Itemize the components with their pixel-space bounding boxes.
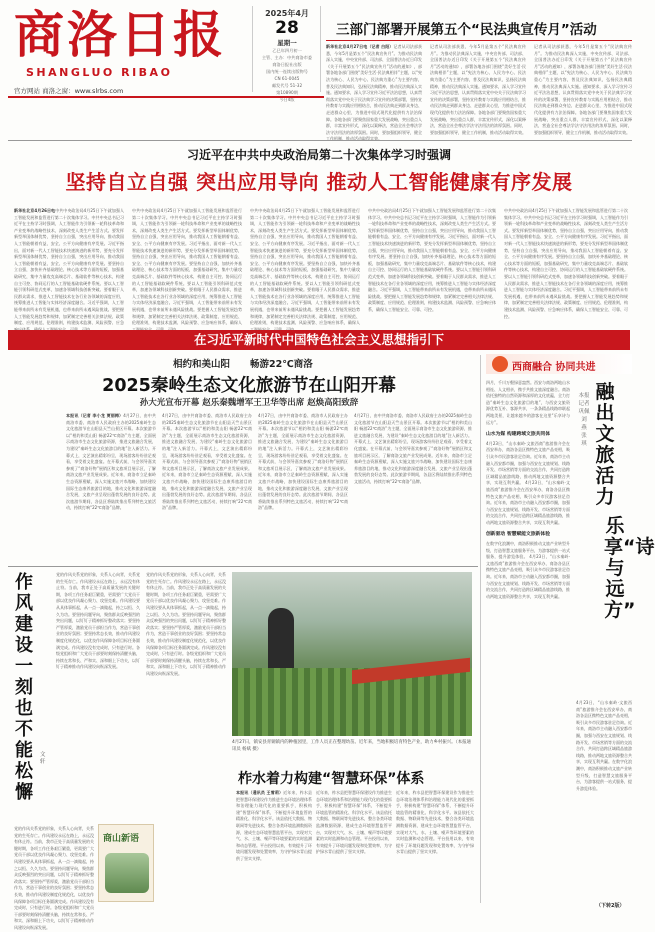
- date-year-month: 2025年4月: [265, 9, 309, 18]
- top-story-dateline: 新华社北京4月27日电（记者 白阳）: [326, 44, 394, 49]
- right-byline: 本报记者 巩佩 刘 燕 张 琪: [578, 393, 590, 447]
- section-logo-icon: [492, 356, 508, 372]
- column-text: 党的作风关系党的形象，关系人心向背，关系党的生死存亡。作风建设永远在路上，永远没有休止符。当前，我市正处于高质量发展的关键时期，各项工作任务艰巨繁重，更需要广大党员干部以优良作风凝心聚力、攻坚克难。作风建设要从具体事抓起，从一点一滴做起，持之以恒、久久为功。要坚持问题导向，聚焦群众反映强烈的突出问题，以钉钉子精神抓好整改落实；要坚持严管厚爱，激励党员干部担当作为，营造干事创业的良好氛围；要坚持常态长效，推动作风建设制度化规范化，以优良作风保障各项目标任务圆满完成。作风建设没有完成时，只有进行时。各级党组织和广大党员干部要时刻保持清醒头脑，持续在常和长、严和实、深和细上下功夫，以钉钉子精神推动作风建设向纵深发展。: [56, 572, 140, 670]
- right-sub1: 山水为媒 构建跨域文旅共同体: [486, 432, 551, 438]
- top-story-text-cont: 记者从司法部获悉，今年5月是第五个“民法典宣传月”。为推动民法典深入实施，中央宣传部、司法部、全国普法办近日印发《关于开展第五个“民法典宣传月”活动的通知》，部署各地各部门围绕“美好生活·民法典相伴”主题，以“宪法为核心、人民为中心、民法典为重心”为主要内容，普及民法典知识，弘扬民法典精神，推动民法典深入实施。通知要求，深入学习宣传习近平法治思想，认真贯彻落实党中央关于民法典学习宣传的决策部署，坚持宣传教育与实践应用相结合，推动民法典走到群众身边、走进群众心里，为推进中国式现代化提供有力法治保障。各地各部门要聚焦国家重大发展战略，突出重点人群，丰富宣传形式，深化以案释法，营造全社会尊法学法守法用法的浓厚氛围。同时，要加强组织领导，健全工作机制，推动活动取得实效。: [430, 44, 526, 135]
- date-box: [257, 8, 317, 103]
- date-pages: 今日4版: [279, 97, 295, 102]
- lead-col-3: [250, 208, 360, 324]
- eco-title[interactable]: 柞水着力构建“智慧环保”体系: [238, 771, 425, 787]
- right-text: 四月，千川万壑绿意盎然。西安与商洛两地山水相连、人文相亲，携手共推文旅深度融合。商洛依托独特的自然资源和深厚的文化底蕴，全力打造“秦岭生态文化旅游目的地”，与西安文旅资源优势互补、客源共享，一条条精品线路串联起两地美景，让越来越多的游客在这里“乐享诗与远方”。: [486, 380, 570, 425]
- column-col-3: [14, 826, 94, 930]
- date-line4: CN 61-0045: [274, 76, 300, 81]
- right-text-cont: 4月23日，“山水秦岭·文旅西商”旅游推介会在西安举办，商洛各县区携特色文旅产品亮相，吸引众多市民游客驻足咨询。近年来，商洛市主动融入西安都市圈，加强与西安在文旅规划、线路开发、市场营销等方面的交流合作，共同打造跨区域精品旅游线路，推动两地文旅资源整合共享，实现互利共赢。: [576, 700, 632, 765]
- continue-note: （下转2版）: [596, 903, 625, 909]
- lead-col-4: [368, 208, 496, 324]
- festival-sub-left: 相约和美山阳: [172, 359, 230, 370]
- top-story-col-2: [430, 44, 526, 136]
- date-line2: 商洛日报社出版: [272, 62, 302, 67]
- festival-col-1: [66, 413, 156, 561]
- lead-text: 中共中央政治局4月25日下午就加强人工智能发展和监管进行第二十次集体学习。中共中央总书记习近平在主持学习时强调，人工智能作为引领新一轮科技革命和产业变革的战略性技术，深刻改变人类生产生活方式。要发挥新型举国体制优势，坚持自立自强，突出应用导向，推动我国人工智能朝着有益、安全、公平方向健康有序发展。习近平指出，面对新一代人工智能技术快速演进的新形势，要充分发挥新型举国体制优势，坚持自立自强，突出应用导向，推动我国人工智能朝着有益、安全、公平方向健康有序发展。要坚持自立自强，加快补齐基础理论、核心技术等方面的短板，加强基础研究，集中力量攻克高端芯片、基础软件等核心技术，构建自主可控、协同运行的人工智能基础软硬件系统。要以人工智能引领科研范式变革，加速各领域科技创新突破。要着眼于人民群众需求，推进人工智能技术在各行业各领域的深度应用，统筹推进人工智能与实体经济深度融合。习近平强调，人工智能带来前所未有发展机遇，也带来前所未遇风险挑战。要把握人工智能发展趋势和规律，加紧制定完善相关法律法规、政策制度、应用规范、伦理准则，构建技术监测、风险预警、应急: [14, 208, 124, 326]
- right-vertical-title-2[interactable]: 乐享“诗与远方”: [604, 515, 655, 621]
- masthead-pinyin: SHANGLUO RIBAO: [26, 66, 173, 79]
- festival-text-cont: 4月27日，由中共商洛市委、商洛市人民政府主办的2025秦岭生态文化旅游节在山阳县天竺山景区开幕。本次旅游节以“相约和美山阳 畅游22℃商洛”为主题，全面展示商洛市生态文化旅游资源，推进文旅融合发展，为建设“秦岭生态文化旅游目的地”注入新活力。开幕式上，文艺演出精彩纷呈，现场游客纷纷驻足观看，享受着文化盛宴。在开幕式前，与会领导嘉宾参观了“商洛好物”展销区和文旅项目展示区，了解商洛文旅产业发展成果。近年来，商洛市立足秦岭生态资源禀赋，深入实施文旅兴市战略，加快建设国际生态康养旅游目的地，推动文化和旅游深度融合发展，文旅产业呈现出蓬勃发展的良好态势。此次旅游节期间，各县区将陆续推出系列特色文旅活动，持续打响“22℃商洛”品牌。: [258, 413, 348, 511]
- lead-col-1: [14, 208, 124, 324]
- right-text2-cont: 4月23日，“山水秦岭·文旅西商”旅游推介会在西安举办，商洛各县区携特色文旅产品亮相，吸引众多市民游客驻足咨询。近年来，商洛市主动融入西安都市圈，加强与西安在文旅规划、线路开发、市场营销等方面的交流合作，共同打造跨区域精品旅游线路，推动两地文旅资源整合共享，实现互利共赢。: [486, 554, 570, 599]
- column-col-1: [56, 572, 140, 822]
- right-vertical-title-1[interactable]: 融出文旅活力: [595, 381, 615, 508]
- eco-text-cont: 近年来，柞水县把智慧环保建设作为推进生态环境治理体系和治理能力现代化的重要抓手，积极构建“智慧环保”体系，不断提升环境监管的精准化、科学化水平。该县依托大数据、物联网等先进技术，整合各类环境监测数据资源，建成生态环境智慧监管平台，实现对大气、水、土壤、噪声等环境要素的实时监测和动态管理。平台投用以来，有效提升了环境问题发现和处置效率，为守护绿水青山提供了坚实支撑。: [316, 790, 392, 855]
- festival-byline: 本报讯（记者 李小龙 贾丽梅）: [66, 413, 124, 418]
- top-story-title[interactable]: 三部门部署开展第五个“民法典宣传月”活动: [336, 22, 597, 38]
- lead-text-cont: 中共中央政治局4月25日下午就加强人工智能发展和监管进行第二十次集体学习。中共中央总书记习近平在主持学习时强调，人工智能作为引领新一轮科技革命和产业变革的战略性技术，深刻改变人类生产生活方式。要发挥新型举国体制优势，坚持自立自强，突出应用导向，推动我国人工智能朝着有益、安全、公平方向健康有序发展。习近平指出，面对新一代人工智能技术快速演进的新形势，要充分发挥新型举国体制优势，坚持自立自强，突出应用导向，推动我国人工智能朝着有益、安全、公平方向健康有序发展。要坚持自立自强，加快补齐基础理论、核心技术等方面的短板，加强基础研究，集中力量攻克高端芯片、基础软件等核心技术，构建自主可控、协同运行的人工智能基础软硬件系统。要以人工智能引领科研范式变革，加速各领域科技创新突破。要着眼于人民群众需求，推进人工智能技术在各行业各领域的深度应用，统筹推进人工智能与实体经济深度融合。习近平强调，人工智能带来前所未有发展机遇，也带来前所未遇风险挑战。要把握人工智能发展趋势和规律，加紧制定完善相关法律法规、政策制度、应用规范、伦理准则，构建技术监测、风险预警、应急响应体系，确保人: [132, 208, 242, 326]
- festival-text: 4月27日，由中共商洛市委、商洛市人民政府主办的2025秦岭生态文化旅游节在山阳县天竺山景区开幕。本次旅游节以“相约和美山阳 畅游22℃商洛”为主题，全面展示商洛市生态文化旅游资源，推进文旅融合发展，为建设“秦岭生态文化旅游目的地”注入新活力。开幕式上，文艺演出精彩纷呈，现场游客纷纷驻足观看，享受着文化盛宴。在开幕式前，与会领导嘉宾参观了“商洛好物”展销区和文旅项目展示区，了解商洛文旅产业发展成果。近年来，商洛市立足秦岭生态资源禀赋，深入实施文旅兴市战略，加快建设国际生态康养旅游目的地，推动文化和旅游深度融合发展，文旅产业呈现出蓬勃发展的良好态势。此次旅游节期间，各县区将陆续推出系列特色文旅活动，持续打响“22℃商洛”品牌。: [66, 413, 156, 511]
- lead-title[interactable]: 坚持自立自强 突出应用导向 推动人工智能健康有序发展: [65, 170, 573, 194]
- date-line3: 国内统一连续出版物号: [266, 69, 308, 74]
- section-logo-text: 西商融合 协同共进: [512, 362, 596, 373]
- eco-text-cont: 近年来，柞水县把智慧环保建设作为推进生态环境治理体系和治理能力现代化的重要抓手，积极构建“智慧环保”体系，不断提升环境监管的精准化、科学化水平。该县依托大数据、物联网等先进技术，整合各类环境监测数据资源，建成生态环境智慧监管平台，实现对大气、水、土壤、噪声等环境要素的实时监测和动态管理。平台投用以来，有效提升了环境问题发现和处置效率，为守护绿水青山提供了坚实支撑。: [396, 790, 474, 855]
- banner-text: 在习近平新时代中国特色社会主义思想指引下: [193, 332, 444, 347]
- eco-col-2: [316, 790, 392, 902]
- festival-text-cont: 4月27日，由中共商洛市委、商洛市人民政府主办的2025秦岭生态文化旅游节在山阳县天竺山景区开幕。本次旅游节以“相约和美山阳 畅游22℃商洛”为主题，全面展示商洛市生态文化旅游资源，推进文旅融合发展，为建设“秦岭生态文化旅游目的地”注入新活力。开幕式上，文艺演出精彩纷呈，现场游客纷纷驻足观看，享受着文化盛宴。在开幕式前，与会领导嘉宾参观了“商洛好物”展销区和文旅项目展示区，了解商洛文旅产业发展成果。近年来，商洛市立足秦岭生态资源禀赋，深入实施文旅兴市战略，加快建设国际生态康养旅游目的地，推动文化和旅游深度融合发展，文旅产业呈现出蓬勃发展的良好态势。此次旅游节期间，各县区将陆续推出系列特色文旅活动，持续打响“22℃商洛”品牌。: [162, 413, 252, 511]
- top-story-col-3: [534, 44, 632, 136]
- right-col-2: [576, 700, 632, 900]
- festival-col-2: [162, 413, 252, 561]
- news-photo: [232, 572, 472, 736]
- divider: [320, 6, 321, 92]
- divider: [252, 6, 253, 92]
- festival-text-cont: 4月27日，由中共商洛市委、商洛市人民政府主办的2025秦岭生态文化旅游节在山阳县天竺山景区开幕。本次旅游节以“相约和美山阳 畅游22℃商洛”为主题，全面展示商洛市生态文化旅游资源，推进文旅融合发展，为建设“秦岭生态文化旅游目的地”注入新活力。开幕式上，文艺演出精彩纷呈，现场游客纷纷驻足观看，享受着文化盛宴。在开幕式前，与会领导嘉宾参观了“商洛好物”展销区和文旅项目展示区，了解商洛文旅产业发展成果。近年来，商洛市立足秦岭生态资源禀赋，深入实施文旅兴市战略，加快建设国际生态康养旅游目的地，推动文化和旅游深度融合发展，文旅产业呈现出蓬勃发展的良好态势。此次旅游节期间，各县区将陆续推出系列特色文旅活动，持续打响“22℃商洛”品牌。: [354, 413, 472, 484]
- festival-sub-right: 畅游22℃商洛: [250, 359, 313, 370]
- masthead-title: 商洛日报: [14, 5, 226, 64]
- lead-kicker: 习近平在中共中央政治局第二十次集体学习时强调: [186, 148, 451, 162]
- column-text-cont: 党的作风关系党的形象，关系人心向背，关系党的生死存亡。作风建设永远在路上，永远没有休止符。当前，我市正处于高质量发展的关键时期，各项工作任务艰巨繁重，更需要广大党员干部以优良作风凝心聚力、攻坚克难。作风建设要从具体事抓起，从一点一滴做起，持之以恒、久久为功。要坚持问题导向，聚焦群众反映强烈的突出问题，以钉钉子精神抓好整改落实；要坚持严管厚爱，激励党员干部担当作为，营造干事创业的良好氛围；要坚持常态长效，推动作风建设制度化规范化，以优良作风保障各项目标任务圆满完成。作风建设没有完成时，只有进行时。各级党组织和广大党员干部要时刻保持清醒头脑，持续在常和长、严和实、深和细上下功夫，以钉钉子精神推动作风建设向纵深发展。: [146, 572, 226, 676]
- bottom-logo-box: [98, 824, 154, 902]
- bottom-logo-text: 商山新语: [103, 834, 140, 844]
- official-site-label[interactable]: 官方网站 商洛之窗：www.slrbs.com: [14, 87, 124, 95]
- festival-col-4: [354, 413, 472, 561]
- eco-byline: 本报讯（通讯员 王雪莉）: [236, 790, 284, 795]
- top-story-text-cont: 记者从司法部获悉，今年5月是第五个“民法典宣传月”。为推动民法典深入实施，中央宣传部、司法部、全国普法办近日印发《关于开展第五个“民法典宣传月”活动的通知》，部署各地各部门围绕“美好生活·民法典相伴”主题，以“宪法为核心、人民为中心、民法典为重心”为主要内容，普及民法典知识，弘扬民法典精神，推动民法典深入实施。通知要求，深入学习宣传习近平法治思想，认真贯彻落实党中央关于民法典学习宣传的决策部署，坚持宣传教育与实践应用相结合，推动民法典走到群众身边、走进群众心里，为推进中国式现代化提供有力法治保障。各地各部门要聚焦国家重大发展战略，突出重点人群，丰富宣传形式，深化以案释法，营造全社会尊法学法守法用法的浓厚氛围。同时，要加强组织领导，健全工作机制，推动活动取得实效。: [534, 44, 632, 135]
- column-text-cont: 党的作风关系党的形象，关系人心向背，关系党的生死存亡。作风建设永远在路上，永远没有休止符。当前，我市正处于高质量发展的关键时期，各项工作任务艰巨繁重，更需要广大党员干部以优良作风凝心聚力、攻坚克难。作风建设要从具体事抓起，从一点一滴做起，持之以恒、久久为功。要坚持问题导向，聚焦群众反映强烈的突出问题，以钉钉子精神抓好整改落实；要坚持严管厚爱，激励党员干部担当作为，营造干事创业的良好氛围；要坚持常态长效，推动作风建设制度化规范化，以优良作风保障各项目标任务圆满完成。作风建设没有完成时，只有进行时。各级党组织和广大党员干部要时刻保持清醒头脑，持续在常和长、严和实、深和细上下功夫，以钉钉子精神推动作风建设向纵深发展。: [14, 826, 94, 930]
- lead-col-2: [132, 208, 242, 324]
- photo-caption: 4月27日，镇安县青铜镇内的种植园里，工作人员正在整理幼苗。近年来，当地积极培育特色产业，助力乡村振兴。（本报通讯员 杨斌 摄）: [232, 740, 471, 752]
- eco-col-1: [236, 790, 312, 902]
- right-text2-cont: 4月23日，“山水秦岭·文旅西商”旅游推介会在西安举办，商洛各县区携特色文旅产品亮相，吸引众多市民游客驻足咨询。近年来，商洛市主动融入西安都市圈，加强与西安在文旅规划、线路开发、市场营销等方面的交流合作，共同打造跨区域精品旅游线路，推动两地文旅资源整合共享，实现互利共赢。: [486, 480, 570, 525]
- lead-col-5: [504, 208, 628, 324]
- lead-text-cont: 中共中央政治局4月25日下午就加强人工智能发展和监管进行第二十次集体学习。中共中央总书记习近平在主持学习时强调，人工智能作为引领新一轮科技革命和产业变革的战略性技术，深刻改变人类生产生活方式。要发挥新型举国体制优势，坚持自立自强，突出应用导向，推动我国人工智能朝着有益、安全、公平方向健康有序发展。习近平指出，面对新一代人工智能技术快速演进的新形势，要充分发挥新型举国体制优势，坚持自立自强，突出应用导向，推动我国人工智能朝着有益、安全、公平方向健康有序发展。要坚持自立自强，加快补齐基础理论、核心技术等方面的短板，加强基础研究，集中力量攻克高端芯片、基础软件等核心技术，构建自主可控、协同运行的人工智能基础软硬件系统。要以人工智能引领科研范式变革，加速各领域科技创新突破。要着眼于人民群众需求，推进人工智能技术在各行业各领域的深度应用，统筹推进人工智能与实体经济深度融合。习近平强调，人工智能带来前所未有发展机遇，也带来前所未遇风险挑战。要把握人工智能发展趋势和规律，加紧制定完善相关法律法规、政策制度、应用规范、伦理准则，构建技术监测、风险预警、应急响应体系，确保人工智能安全、可靠、可控。: [368, 208, 496, 312]
- column-col-2: [146, 572, 226, 822]
- column-author: 文轩: [40, 752, 46, 765]
- top-story-text: 记者从司法部获悉，今年5月是第五个“民法典宣传月”。为推动民法典深入实施，中央宣传部、司法部、全国普法办近日印发《关于开展第五个“民法典宣传月”活动的通知》，部署各地各部门围绕“美好生活·民法典相伴”主题，以“宪法为核心、人民为中心、民法典为重心”为主要内容，普及民法典知识，弘扬民法典精神，推动民法典深入实施。通知要求，深入学习宣传习近平法治思想，认真贯彻落实党中央关于民法典学习宣传的决策部署，坚持宣传教育与实践应用相结合，推动民法典走到群众身边、走进群众心里，为推进中国式现代化提供有力法治保障。各地各部门要聚焦国家重大发展战略，突出重点人群，丰富宣传形式，深化以案释法，营造全社会尊法学法守法用法的浓厚氛围。同时，要加强组织领导，健全工作机制，推动活动取得实效。: [326, 44, 422, 142]
- mountain-icon: [105, 853, 149, 893]
- date-weekday: 星期一: [277, 39, 297, 47]
- festival-col-3: [258, 413, 348, 561]
- right-section-header: [486, 354, 632, 374]
- divider: [326, 40, 632, 41]
- right-sub2: 创新驱动 智慧赋能文旅新体验: [486, 532, 551, 538]
- festival-title[interactable]: 2025秦岭生态文化旅游节在山阳开幕: [102, 376, 396, 396]
- eco-col-3: [396, 790, 474, 902]
- lead-text-cont: 中共中央政治局4月25日下午就加强人工智能发展和监管进行第二十次集体学习。中共中央总书记习近平在主持学习时强调，人工智能作为引领新一轮科技革命和产业变革的战略性技术，深刻改变人类生产生活方式。要发挥新型举国体制优势，坚持自立自强，突出应用导向，推动我国人工智能朝着有益、安全、公平方向健康有序发展。习近平指出，面对新一代人工智能技术快速演进的新形势，要充分发挥新型举国体制优势，坚持自立自强，突出应用导向，推动我国人工智能朝着有益、安全、公平方向健康有序发展。要坚持自立自强，加快补齐基础理论、核心技术等方面的短板，加强基础研究，集中力量攻克高端芯片、基础软件等核心技术，构建自主可控、协同运行的人工智能基础软硬件系统。要以人工智能引领科研范式变革，加速各领域科技创新突破。要着眼于人民群众需求，推进人工智能技术在各行业各领域的深度应用，统筹推进人工智能与实体经济深度融合。习近平强调，人工智能带来前所未有发展机遇，也带来前所未遇风险挑战。要把握人工智能发展趋势和规律，加紧制定完善相关法律法规、政策制度、应用规范、伦理准则，构建技术监测、风险预警、应急响应体系，确保人工智能安全、可靠、可控。: [504, 208, 628, 319]
- eco-text: 近年来，柞水县把智慧环保建设作为推进生态环境治理体系和治理能力现代化的重要抓手，积极构建“智慧环保”体系，不断提升环境监管的精准化、科学化水平。该县依托大数据、物联网等先进技术，整合各类环境监测数据资源，建成生态环境智慧监管平台，实现对大气、水、土壤、噪声等环境要素的实时监测和动态管理。平台投用以来，有效提升了环境问题发现和处置效率，为守护绿水青山提供了坚实支撑。: [236, 790, 312, 861]
- column-title[interactable]: 作风建设一刻也不能松懈: [15, 572, 33, 803]
- right-text-cont: 在数字化浪潮中，商洛积极推动文旅产业转型升级，打造智慧文旅服务平台，为游客提供一站式服务，提升游览体验。: [576, 759, 632, 791]
- date-day: 28: [275, 18, 299, 38]
- right-text2: 4月23日，“山水秦岭·文旅西商”旅游推介会在西安举办，商洛各县区携特色文旅产品亮相，吸引众多市民游客驻足咨询。近年来，商洛市主动融入西安都市圈，加强与西安在文旅规划、线路开发、市场营销等方面的交流合作，共同打造跨区域精品旅游线路，推动两地文旅资源整合共享，实现互利共赢。: [486, 440, 570, 486]
- divider: [480, 355, 481, 903]
- divider: [8, 140, 632, 141]
- date-issue: 第10890期: [276, 90, 298, 95]
- banner-bar: [8, 330, 630, 350]
- festival-sub2: 孙大光宣布开幕 赵乐秦魏增军王卫华等出席 赵焕高阳致辞: [139, 398, 359, 408]
- right-col-1: [486, 380, 570, 900]
- masthead-rule: [8, 96, 324, 98]
- lead-dateline: 新华社北京4月26日电: [14, 208, 56, 213]
- date-lunar: 乙巳年四月初一: [272, 48, 302, 53]
- date-line1: 主管、主办：中共商洛市委: [261, 55, 313, 60]
- divider: [8, 566, 478, 567]
- right-text3: 在数字化浪潮中，商洛积极推动文旅产业转型升级，打造智慧文旅服务平台，为游客提供一站式服务，提升游览体验。: [486, 541, 570, 560]
- lead-text-cont: 中共中央政治局4月25日下午就加强人工智能发展和监管进行第二十次集体学习。中共中央总书记习近平在主持学习时强调，人工智能作为引领新一轮科技革命和产业变革的战略性技术，深刻改变人类生产生活方式。要发挥新型举国体制优势，坚持自立自强，突出应用导向，推动我国人工智能朝着有益、安全、公平方向健康有序发展。习近平指出，面对新一代人工智能技术快速演进的新形势，要充分发挥新型举国体制优势，坚持自立自强，突出应用导向，推动我国人工智能朝着有益、安全、公平方向健康有序发展。要坚持自立自强，加快补齐基础理论、核心技术等方面的短板，加强基础研究，集中力量攻克高端芯片、基础软件等核心技术，构建自主可控、协同运行的人工智能基础软硬件系统。要以人工智能引领科研范式变革，加速各领域科技创新突破。要着眼于人民群众需求，推进人工智能技术在各行业各领域的深度应用，统筹推进人工智能与实体经济深度融合。习近平强调，人工智能带来前所未有发展机遇，也带来前所未遇风险挑战。要把握人工智能发展趋势和规律，加紧制定完善相关法律法规、政策制度、应用规范、伦理准则，构建技术监测、风险预警、应急响应体系，确保人: [250, 208, 360, 326]
- top-story-col-1: [326, 44, 422, 142]
- date-line5: 邮发代号 51-32: [271, 83, 303, 88]
